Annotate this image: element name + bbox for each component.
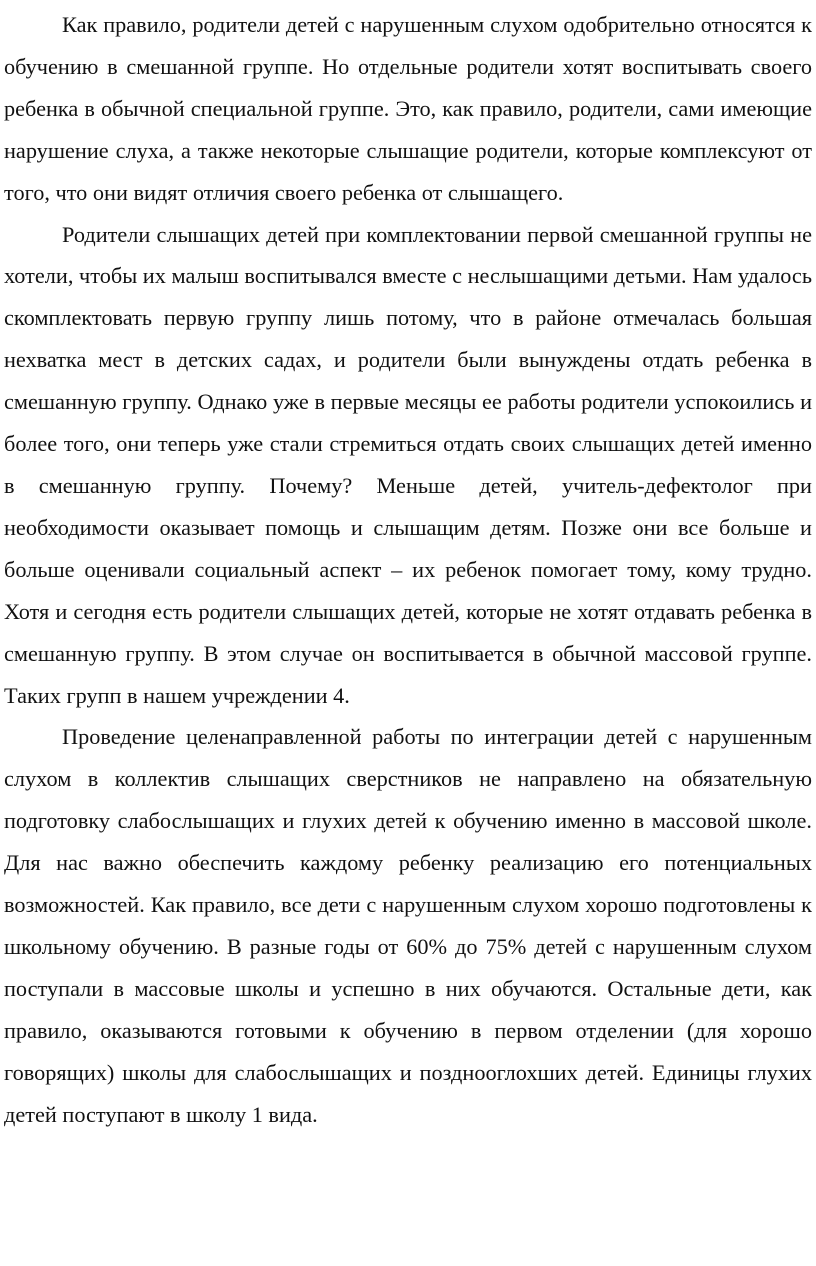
paragraph-3: Проведение целенаправленной работы по интеграции детей с нарушенным слухом в коллектив слышащих сверстников не направлено на обязательную подготовку слабослышащих и глухих детей к обучению именно в массовой школе. Для нас важно обеспечить каждому ребенку реализацию его потенциальных возможностей. Как правило, все дети с нарушенным слухом хорошо подготовлены к школьному обучению. В разные годы от 60% до 75% детей с нарушенным слухом поступали в массовые школы и успешно в них обучаются. Остальные дети, как правило, оказываются готовыми к обучению в первом отделении (для хорошо говорящих) школы для слабослышащих и позднооглохших детей. Единицы глухих детей поступают в школу 1 вида. (4, 724, 812, 1127)
paragraph-1: Как правило, родители детей с нарушенным слухом одобрительно относятся к обучению в смешанной группе. Но отдельные родители хотят воспитывать своего ребенка в обычной специальной группе. Это, как правило, родители, сами имеющие нарушение слуха, а также некоторые слышащие родители, которые комплексуют от того, что они видят отличия своего ребенка от слышащего. (4, 12, 812, 205)
paragraph-2: Родители слышащих детей при комплектовании первой смешанной группы не хотели, чтобы их малыш воспитывался вместе с неслышащими детьми. Нам удалось скомплектовать первую группу лишь потому, что в районе отмечалась большая нехватка мест в детских садах, и родители были вынуждены отдать ребенка в смешанную группу. Однако уже в первые месяцы ее работы родители успокоились и более того, они теперь уже стали стремиться отдать своих слышащих детей именно в смешанную группу. Почему? Меньше детей, учитель-дефектолог при необходимости оказывает помощь и слышащим детям. Позже они все больше и больше оценивали социальный аспект – их ребенок помогает тому, кому трудно. Хотя и сегодня есть родители слышащих детей, которые не хотят отдавать ребенка в смешанную группу. В этом случае он воспитывается в обычной массовой группе. Таких групп в нашем учреждении 4. (4, 221, 812, 708)
